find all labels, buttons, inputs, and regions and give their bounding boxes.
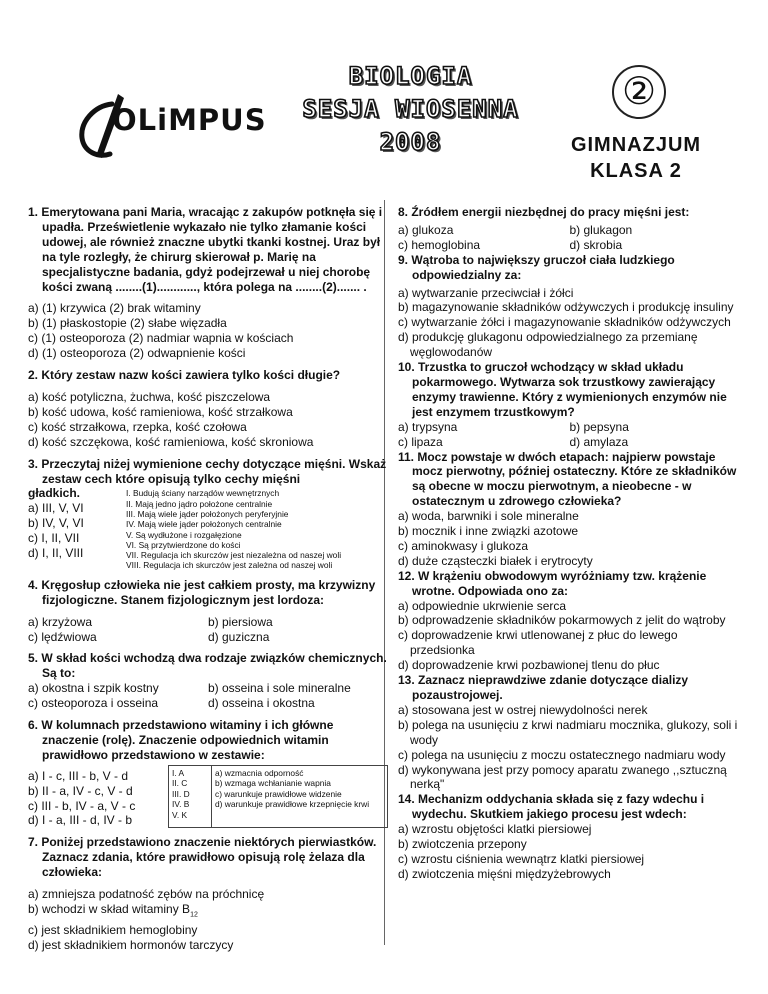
question-1-answers — [28, 301, 388, 361]
answer-2b[interactable]: b) kość udowa, kość ramieniowa, kość strzałkowa — [28, 404, 293, 419]
question-2-answers — [28, 390, 388, 450]
role-b: b) wzmaga wchłanianie wapnia — [215, 778, 331, 789]
question-3-word: gładkich. — [28, 486, 81, 501]
question-12: 12. W krążeniu obwodowym wyróżniamy tzw. krążenie wrotne. Odpowiada ono za: — [398, 568, 707, 598]
title-line-2: SESJA WIOSENNA — [302, 95, 519, 123]
answer-11d[interactable]: d) duże cząsteczki białek i erytrocyty — [398, 553, 593, 568]
answer-10a[interactable]: a) trypsyna — [398, 419, 458, 434]
answer-10d[interactable]: d) amylaza — [569, 434, 629, 449]
question-7-answers — [28, 887, 388, 953]
answer-14a[interactable]: a) wzrostu objętości klatki piersiowej — [398, 822, 592, 837]
answer-4c[interactable]: c) lędźwiowa — [28, 629, 97, 644]
answer-2a[interactable]: a) kość potyliczna, żuchwa, kość piszczelowa — [28, 389, 271, 404]
answer-3c[interactable]: c) I, II, VII — [28, 531, 80, 546]
grade-line-2: KLASA 2 — [590, 160, 682, 182]
question-13-answers — [398, 703, 741, 792]
answer-1a[interactable]: a) (1) krzywica (2) brak witaminy — [28, 301, 201, 316]
muscle-features-list — [126, 486, 388, 570]
grade-block — [548, 132, 724, 184]
feature-1: I. Budują ściany narządów wewnętrznych — [126, 488, 280, 499]
title-line-1: BIOLOGIA — [348, 62, 473, 90]
feature-5: V. Są wydłużone i rozgałęzione — [126, 529, 242, 540]
answer-8d[interactable]: d) skrobia — [569, 237, 623, 252]
question-8-answers — [398, 223, 741, 253]
answer-7c[interactable]: c) jest składnikiem hemoglobiny — [28, 923, 198, 938]
question-9-answers — [398, 286, 741, 361]
question-11-answers — [398, 509, 741, 569]
answer-1c[interactable]: c) (1) osteoporoza (2) nadmiar wapnia w kościach — [28, 331, 294, 346]
question-2: 2. Który zestaw nazw kości zawiera tylko kości długie? — [28, 368, 341, 383]
answer-11c[interactable]: c) aminokwasy i glukoza — [398, 538, 529, 553]
question-14: 14. Mechanizm oddychania składa się z fazy wdechu i wydechu. Skutkiem jakiego procesu jest wdech: — [398, 792, 705, 822]
answer-5a[interactable]: a) okostna i szpik kostny — [28, 681, 159, 696]
question-10: 10. Trzustka to gruczoł wchodzący w skład układu pokarmowego. Wytwarza sok trzustkowy zawierający enzymy trawienne. Który z wymienionych enzymów nie jest enzymem trzustkowym? — [398, 360, 727, 419]
question-3: 3. Przeczytaj niżej wymienione cechy dotyczące mięśni. Wskaż zestaw cech które opisują tylko cechy mięśni — [28, 456, 387, 486]
question-4: 4. Kręgosłup człowieka nie jest całkiem prosty, ma krzywizny fizjologiczne. Stanem fizjologicznym jest lordoza: — [28, 577, 376, 607]
answer-4b[interactable]: b) piersiowa — [208, 614, 273, 629]
question-10-answers — [398, 420, 741, 450]
question-1: 1. Emerytowana pani Maria, wracając z zakupów potknęła się i upadła. Prześwietlenie wykazało nie tylko złamanie kości udowej, ale również znaczne ubytki tkanki kostnej. Uraz był na tyle rozległy, że chirurg skierował p. Marię na specjalistyczne badania, gdyż podejrzewał u niej chorobę kości zwaną ........(1)............, która polega na ........(2)....... . — [28, 205, 383, 294]
question-6-body — [28, 765, 388, 829]
answer-13b[interactable]: b) polega na usunięciu z krwi nadmiaru mocznika, glukozy, soli i wody — [398, 717, 738, 747]
answer-6b[interactable]: b) II - a, IV - c, V - d — [28, 783, 133, 798]
question-8: 8. Źródłem energii niezbędnej do pracy mięśni jest: — [398, 205, 690, 219]
role-d: d) warunkuje prawidłowe krzepnięcie krwi — [215, 799, 370, 810]
question-7: 7. Poniżej przedstawiono znaczenie niektórych pierwiastków. Zaznacz zdania, które prawidłowo opisują rolę żelaza dla człowieka: — [28, 835, 377, 880]
answer-2c[interactable]: c) kość strzałkowa, rzepka, kość czołowa — [28, 419, 247, 434]
answer-2d[interactable]: d) kość szczękowa, kość ramieniowa, kość skroniowa — [28, 434, 314, 449]
question-11: 11. Mocz powstaje w dwóch etapach: najpierw powstaje mocz pierwotny, później ostateczny. Które ze składników są obecne w moczu pierwotnym, a nieobecne - w ostatecznym u zdrowego człowieka? — [398, 449, 737, 509]
answer-5c[interactable]: c) osteoporoza i osseina — [28, 696, 159, 711]
answer-13c[interactable]: c) polega na usunięciu z moczu ostatecznego nadmiaru wody — [398, 747, 726, 762]
answer-3b[interactable]: b) IV, V, VI — [28, 516, 84, 531]
answer-7b: b) wchodzi w skład witaminy B — [28, 902, 191, 916]
question-13: 13. Zaznacz nieprawdziwe zdanie dotyczące dializy pozaustrojowej. — [398, 673, 689, 702]
answer-13a[interactable]: a) stosowana jest w ostrej niewydolności nerek — [398, 702, 648, 717]
answer-8c[interactable]: c) hemoglobina — [398, 237, 481, 252]
grade-line-1: GIMNAZJUM — [570, 134, 702, 156]
answer-7b-subscript: 12 — [190, 911, 198, 919]
answer-14d[interactable]: d) zwiotczenia mięśni międzyżebrowych — [398, 866, 611, 881]
vitamin-role-column — [212, 765, 388, 829]
feature-4: IV. Mają wiele jąder położonych centralnie — [126, 519, 282, 530]
feature-6: VI. Są przytwierdzone do kości — [126, 539, 241, 550]
set-number-text: ② — [621, 71, 657, 113]
answer-14b[interactable]: b) zwiotczenia przepony — [398, 837, 527, 852]
question-12-answers — [398, 599, 741, 674]
role-c: c) warunkuje prawidłowe widzenie — [215, 788, 342, 799]
answer-12b[interactable]: b) odprowadzenie składników pokarmowych z jelit do wątroby — [398, 613, 726, 628]
feature-2: II. Mają jedno jądro położone centralnie — [126, 498, 273, 509]
question-4-answers — [28, 615, 388, 645]
vitamin-2: II. C — [172, 778, 188, 789]
answer-3d[interactable]: d) I, II, VIII — [28, 546, 84, 561]
answer-6d[interactable]: d) I - a, III - d, IV - b — [28, 813, 133, 828]
answer-5b[interactable]: b) osseina i sole mineralne — [208, 681, 351, 696]
answer-12c[interactable]: c) doprowadzenie krwi utlenowanej z płuc do lewego przedsionka — [398, 628, 678, 658]
answer-14c[interactable]: c) wzrostu ciśnienia wewnątrz klatki piersiowej — [398, 851, 645, 866]
answer-9a[interactable]: a) wytwarzanie przeciwciał i żółci — [398, 285, 574, 300]
vitamin-5: V. K — [172, 809, 188, 820]
answer-9c[interactable]: c) wytwarzanie żółci i magazynowanie składników odżywczych — [398, 315, 731, 330]
answer-8a[interactable]: a) glukoza — [398, 222, 454, 237]
answer-11a[interactable]: a) woda, barwniki i sole mineralne — [398, 509, 579, 524]
answer-1b[interactable]: b) (1) płaskostopie (2) słabe więzadła — [28, 316, 227, 331]
title-line-3: 2008 — [379, 128, 442, 156]
answer-7b-wrapper[interactable] — [28, 902, 388, 923]
answer-8b[interactable]: b) glukagon — [569, 222, 633, 237]
question-6: 6. W kolumnach przedstawiono witaminy i ich główne znaczenie (rolę). Znaczenie odpowiednich witamin prawidłowo przedstawiono w zestawie: — [28, 718, 334, 762]
answer-10c[interactable]: c) lipaza — [398, 434, 443, 449]
feature-7: VII. Regulacja ich skurczów jest niezależna od naszej woli — [126, 550, 342, 561]
question-6-answers — [28, 765, 168, 829]
vitamin-column — [168, 765, 212, 829]
answer-7a[interactable]: a) zmniejsza podatność zębów na próchnicę — [28, 887, 265, 902]
role-a: a) wzmacnia odporność — [215, 767, 304, 778]
answer-6c[interactable]: c) III - b, IV - a, V - c — [28, 798, 136, 813]
answer-4a[interactable]: a) krzyżowa — [28, 614, 93, 629]
answer-13d[interactable]: d) wykonywana jest przy pomocy aparatu zwanego ,,sztuczną nerką" — [398, 762, 727, 792]
set-number — [612, 65, 666, 119]
answer-12a[interactable]: a) odpowiednie ukrwienie serca — [398, 598, 567, 613]
answer-4d[interactable]: d) guziczna — [208, 629, 270, 644]
answer-6a[interactable]: a) I - c, III - b, V - d — [28, 768, 129, 783]
answer-9b[interactable]: b) magazynowanie składników odżywczych i produkcję insuliny — [398, 300, 734, 315]
answer-7d[interactable]: d) jest składnikiem hormonów tarczycy — [28, 938, 234, 953]
answer-1d[interactable]: d) (1) osteoporoza (2) odwapnienie kości — [28, 346, 246, 361]
right-column — [398, 205, 741, 882]
answer-12d[interactable]: d) doprowadzenie krwi pozbawionej tlenu do płuc — [398, 658, 660, 673]
feature-3: III. Mają wiele jąder położonych peryferyjnie — [126, 509, 289, 519]
feature-8: VIII. Regulacja ich skurczów jest zależna od naszej woli — [126, 560, 333, 571]
vitamin-4: IV. B — [172, 799, 190, 810]
answer-3a[interactable]: a) III, V, VI — [28, 501, 84, 516]
question-5: 5. W skład kości wchodzą dwa rodzaje związków chemicznych. Są to: — [28, 651, 387, 681]
question-3-answers — [28, 486, 126, 570]
left-column — [28, 205, 388, 953]
vitamin-3: III. D — [172, 788, 190, 799]
title-block — [288, 60, 533, 159]
page-header — [0, 0, 768, 195]
question-14-answers — [398, 822, 741, 882]
question-9: 9. Wątroba to największy gruczoł ciała ludzkiego odpowiedzialny za: — [398, 252, 675, 282]
question-5-answers — [28, 681, 388, 711]
answer-11b[interactable]: b) mocznik i inne związki azotowe — [398, 524, 579, 539]
question-3-body — [28, 486, 388, 570]
answer-10b[interactable]: b) pepsyna — [569, 419, 629, 434]
logo-text: OLiMPUS — [112, 103, 267, 137]
answer-5d[interactable]: d) osseina i okostna — [208, 696, 315, 711]
answer-9d[interactable]: d) produkcję glukagonu odpowiedzialnego za przemianę węglowodanów — [398, 330, 698, 360]
vitamin-1: I. A — [172, 767, 185, 778]
